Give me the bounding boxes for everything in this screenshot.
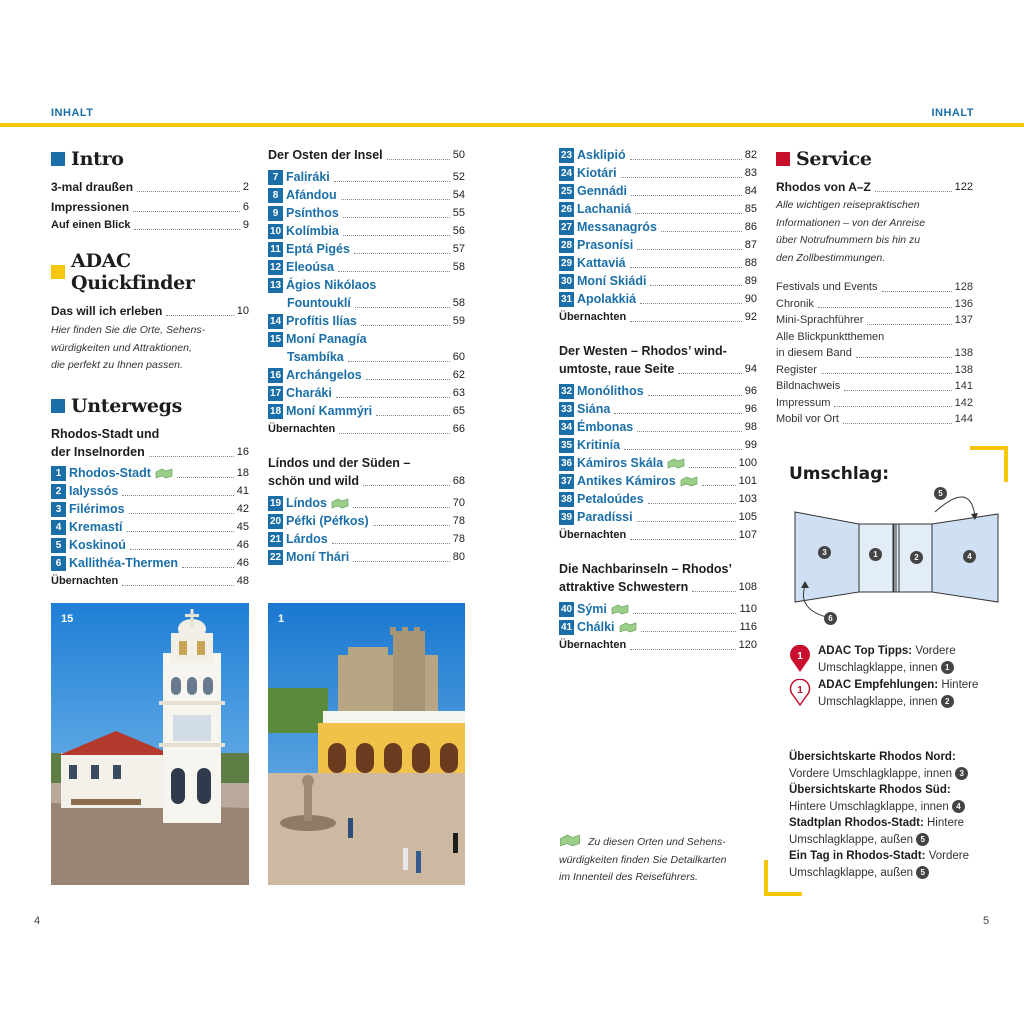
toc-entry[interactable]: 39 Paradíssi 105: [560, 510, 757, 524]
toc-entry[interactable]: 40 Sými 110: [560, 602, 757, 616]
section-title: Intro: [71, 148, 124, 170]
cover-panel-3-badge: 3: [818, 546, 831, 559]
toc-entry[interactable]: Chronik 136: [776, 297, 973, 310]
toc-entry[interactable]: 9 Psínthos 55: [268, 204, 465, 222]
overview-item[interactable]: Stadtplan Rhodos-Stadt: Hintere: [789, 817, 965, 829]
toc-entry[interactable]: 3 Filérimos 42: [51, 500, 249, 518]
toc-entry[interactable]: 2 Ialyssós 41: [51, 482, 249, 500]
section-intro: [51, 148, 249, 170]
cover-panel-1-badge: 1: [869, 548, 882, 561]
detail-map-icon: [680, 476, 698, 487]
toc-entry[interactable]: 37 Antikes Kámiros 101: [560, 474, 757, 488]
group-title: Der Westen – Rhodos’ wind-: [559, 344, 727, 358]
toc-entry[interactable]: 17 Charáki 63: [269, 386, 465, 400]
photo-rhodos-town: [268, 603, 465, 885]
toc-entry[interactable]: 19 Líndos 70: [269, 496, 465, 510]
rhodos-town-illustration: [268, 603, 465, 885]
westen-list: [559, 382, 757, 544]
nachbar-group: [559, 560, 757, 596]
toc-entry[interactable]: 28 Prasonísi 87: [560, 238, 757, 252]
toc-entry[interactable]: 4 Kremastí 45: [51, 518, 249, 536]
group-title: Rhodos-Stadt und: [51, 426, 160, 441]
blue-square-icon: [51, 399, 65, 413]
toc-entry[interactable]: 26 Lachaniá 85: [560, 202, 757, 216]
service-list: [776, 279, 973, 428]
toc-entry-continued[interactable]: Tsambíka 60: [287, 350, 465, 364]
cover-ref-badge: 5: [916, 866, 929, 879]
toc-entry[interactable]: 32 Monólithos 96: [560, 384, 757, 398]
toc-entry[interactable]: 20 Péfki (Péfkos) 78: [269, 514, 465, 528]
blue-square-icon: [51, 152, 65, 166]
intro-list: [51, 178, 249, 234]
umschlag-title: Umschlag:: [789, 464, 890, 484]
toc-column-2: [268, 146, 465, 566]
toc-entry[interactable]: Rhodos von A–Z 122: [776, 180, 973, 194]
page-number-right: 5: [983, 915, 990, 927]
toc-entry[interactable]: 13 Ágios Nikólaos: [269, 278, 377, 292]
toc-entry[interactable]: 18 Moní Kammýri 65: [269, 404, 465, 418]
section-title: Unterwegs: [71, 394, 182, 417]
toc-entry[interactable]: 33 Siána 96: [560, 402, 757, 416]
toc-entry[interactable]: Übernachten 66: [268, 423, 465, 435]
overview-item-detail: Umschlagklappe, außen 5: [789, 865, 989, 882]
toc-entry[interactable]: 21 Lárdos 78: [269, 532, 465, 546]
toc-entry[interactable]: 16 Archángelos 62: [269, 368, 465, 382]
header-right: INHALT: [931, 107, 974, 119]
overview-item-detail: Umschlagklappe, außen 5: [789, 832, 989, 849]
group-entry[interactable]: der Inselnorden 16: [51, 444, 249, 459]
top-tipp-marker-number: 1: [797, 651, 803, 662]
toc-entry[interactable]: 15 Moní Panagía: [269, 332, 367, 346]
monastery-illustration: [51, 603, 249, 885]
section-title: Service: [796, 148, 872, 170]
toc-entry[interactable]: 38 Petaloúdes 103: [560, 492, 757, 506]
toc-entry[interactable]: 1 Rhodos-Stadt 18: [51, 464, 249, 482]
group-title: Die Nachbarinseln – Rhodos’: [559, 562, 732, 576]
unterwegs-list: [51, 464, 249, 590]
header-left: INHALT: [51, 107, 94, 119]
detail-map-icon: [155, 468, 173, 479]
toc-column-3: [559, 146, 757, 654]
red-square-icon: [776, 152, 790, 166]
corner-mark-top-right: [970, 446, 1008, 482]
empfehlungen-legend: 1 ADAC Empfehlungen: Hintere Umschlagklappe, innen 2: [789, 677, 989, 710]
toc-entry[interactable]: 3-mal draußen 2: [51, 180, 249, 194]
cover-panel-2-badge: 2: [910, 551, 923, 564]
toc-entry[interactable]: Alle Blickpunktthemen: [776, 330, 885, 343]
section-title: ADAC Quickfinder: [71, 250, 195, 294]
detail-map-icon: [611, 604, 629, 615]
toc-entry[interactable]: 7 Faliráki 52: [268, 168, 465, 186]
toc-entry[interactable]: Das will ich erleben 10: [51, 304, 249, 318]
toc-entry[interactable]: 6 Kallithéa-Thermen 46: [51, 554, 249, 572]
sueden-list: [559, 146, 757, 326]
toc-entry[interactable]: 23 Asklipió 82: [560, 148, 757, 162]
toc-entry[interactable]: Übernachten 48: [51, 574, 249, 587]
detail-map-icon: [331, 498, 349, 509]
toc-entry[interactable]: 31 Apolakkiá 90: [560, 292, 757, 306]
detail-map-icon: [559, 834, 581, 847]
top-tipps-legend: 1 ADAC Top Tipps: Vordere Umschlagklappe, innen 1: [789, 643, 989, 676]
toc-column-4: [776, 148, 973, 428]
group-entry[interactable]: schön und wild 68: [268, 474, 465, 488]
toc-entry[interactable]: 24 Kiotári 83: [560, 166, 757, 180]
toc-entry[interactable]: Übernachten 120: [559, 639, 757, 651]
group-title: Líndos und der Süden –: [268, 456, 411, 470]
detail-map-icon: [619, 622, 637, 633]
toc-entry[interactable]: 8 Afándou 54: [268, 186, 465, 204]
toc-entry[interactable]: Bildnachweis 141: [776, 380, 973, 392]
section-unterwegs: [51, 395, 249, 417]
lindos-list: [268, 494, 465, 566]
section-service: [776, 148, 973, 170]
toc-entry[interactable]: 5 Koskinoú 46: [51, 536, 249, 554]
toc-entry[interactable]: 29 Kattaviá 88: [560, 256, 757, 270]
overview-item-detail: Hintere Umschlagklappe, innen 4: [789, 799, 989, 816]
lindos-group: [268, 454, 465, 490]
toc-entry[interactable]: 36 Kámiros Skála 100: [560, 456, 757, 470]
toc-entry[interactable]: Register 138: [776, 363, 973, 376]
overview-maps-list: [789, 749, 989, 881]
map-note: Zu diesen Orten und Sehens- würdigkeiten finden Sie Detailkarten im Innenteil des Reiseführers.: [559, 836, 727, 883]
overview-item[interactable]: Übersichtskarte Rhodos Süd:: [789, 784, 951, 796]
toc-entry[interactable]: 27 Messanagrós 86: [560, 220, 757, 234]
yellow-square-icon: [51, 265, 65, 279]
toc-entry[interactable]: Auf einen Blick 9: [51, 219, 249, 231]
toc-entry-continued[interactable]: Fountouklí 58: [287, 296, 465, 310]
toc-entry[interactable]: 34 Émbonas 98: [560, 420, 757, 434]
quickfinder-description: Hier finden Sie die Orte, Sehens- würdigkeiten und Attraktionen, die perfekt zu Ihnen passen.: [51, 324, 206, 371]
toc-entry[interactable]: 35 Kritinía 99: [560, 438, 757, 452]
toc-entry[interactable]: Mini-Sprachführer 137: [776, 314, 973, 326]
header-rule: [0, 123, 1024, 127]
toc-entry[interactable]: 11 Eptá Pigés 57: [268, 240, 465, 258]
photo-monastery: [51, 603, 249, 885]
toc-entry[interactable]: Impressionen 6: [51, 200, 249, 214]
toc-entry[interactable]: 41 Chálki 116: [560, 620, 757, 634]
cover-flap-6-badge: 6: [824, 612, 837, 625]
cover-ref-badge: 1: [941, 661, 954, 674]
nachbar-list: [559, 600, 757, 654]
toc-entry[interactable]: Übernachten 107: [559, 529, 757, 541]
toc-entry[interactable]: 22 Moní Thári 80: [269, 550, 465, 564]
toc-entry[interactable]: Festivals und Events 128: [776, 281, 973, 293]
cover-panel-4-badge: 4: [963, 550, 976, 563]
toc-entry[interactable]: 14 Profítis Ilías 59: [269, 314, 465, 328]
toc-entry[interactable]: Mobil vor Ort 144: [776, 413, 973, 425]
toc-column-1: [51, 148, 249, 590]
toc-entry[interactable]: Impressum 142: [776, 396, 973, 409]
overview-item-detail: Vordere Umschlagklappe, innen 3: [789, 766, 989, 783]
toc-entry[interactable]: 25 Gennádi 84: [560, 184, 757, 198]
cover-ref-badge: 4: [952, 800, 965, 813]
overview-item[interactable]: Übersichtskarte Rhodos Nord:: [789, 751, 956, 763]
cover-ref-badge: 3: [955, 767, 968, 780]
detail-map-icon: [667, 458, 685, 469]
westen-group: [559, 342, 757, 378]
photo-number: 1: [278, 613, 285, 625]
cover-ref-badge: 5: [916, 833, 929, 846]
toc-entry[interactable]: 10 Kolímbia 56: [269, 224, 465, 238]
page-number-left: 4: [34, 915, 41, 927]
overview-item[interactable]: Ein Tag in Rhodos-Stadt: Vordere: [789, 850, 969, 862]
group-entry[interactable]: umtoste, raue Seite 94: [559, 362, 757, 376]
toc-entry[interactable]: Übernachten 92: [559, 311, 757, 323]
group-entry[interactable]: attraktive Schwestern 108: [559, 580, 757, 594]
group-entry[interactable]: Der Osten der Insel 50: [268, 148, 465, 162]
cover-ref-badge: 2: [941, 695, 954, 708]
toc-entry[interactable]: 12 Eleoúsa 58: [269, 260, 465, 274]
toc-entry[interactable]: 30 Moní Skiádi 89: [560, 274, 757, 288]
osten-list: [268, 168, 465, 438]
photo-number: 15: [61, 613, 74, 625]
cover-flap-5-badge: 5: [934, 487, 947, 500]
toc-entry-continued[interactable]: in diesem Band 138: [776, 347, 973, 359]
section-quickfinder: [51, 250, 249, 294]
recommendation-marker-number: 1: [797, 685, 803, 696]
service-description: Alle wichtigen reisepraktischen Informationen – von der Anreise über Notrufnummern bis hin zu den Zollbestimmungen.: [776, 199, 926, 264]
